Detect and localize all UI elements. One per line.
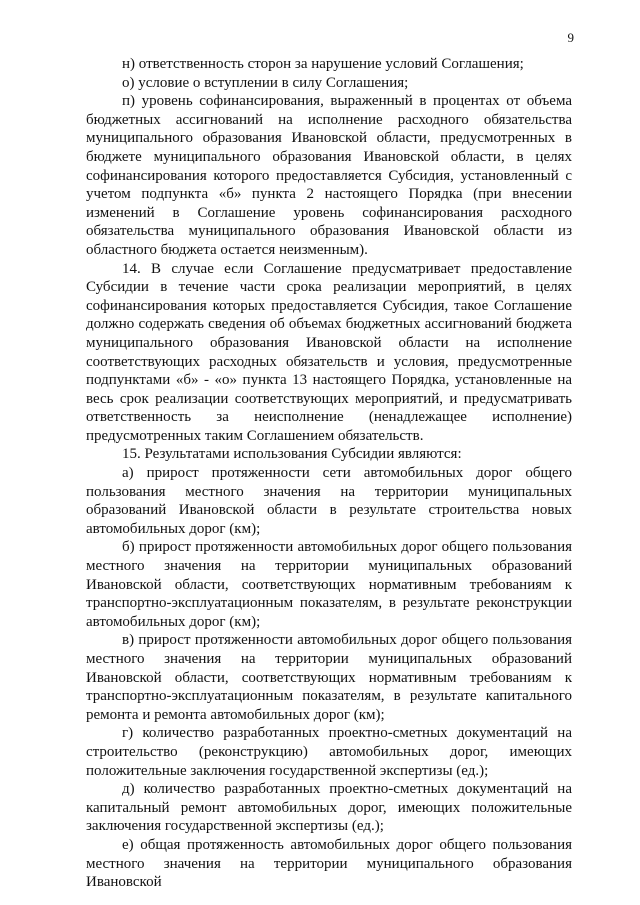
paragraph-item-v: в) прирост протяженности автомобильных дорог общего пользования местного значения на территории муниципальных образований Ивановской области, соответствующих нормативным требованиям к транспортно-эксплуатационным показателям, в результате капитального ремонта и ремонта автомобильных дорог (км);	[86, 632, 572, 723]
paragraph-section-15: 15. Результатами использования Субсидии являются:	[122, 446, 462, 463]
paragraph-item-g: г) количество разработанных проектно-сметных документаций на строительство (реконструкцию) автомобильных дорог, имеющих положительные заключения государственной экспертизы (ед.);	[86, 725, 572, 779]
paragraph-item-e: е) общая протяженность автомобильных дорог общего пользования местного значения на территории муниципального образования Ивановской	[86, 836, 572, 891]
paragraph-item-p: п) уровень софинансирования, выраженный в процентах от объема бюджетных ассигнований на исполнение расходного обязательства муниципального образования Ивановской области, предусмотренных в бюджете муниципального образования Ивановской области, в целях софинансирования которого предоставляется Субсидия, установленный с учетом подпункта «б» пункта 2 настоящего Порядка (при внесении изменений в Соглашение уровень софинансирования расходного обязательства муниципального образования Ивановской области из областного бюджета остается неизменным).	[86, 93, 572, 258]
document-body	[86, 55, 572, 892]
paragraph-item-o: о) условие о вступлении в силу Соглашения;	[122, 74, 409, 91]
paragraph-section-14: 14. В случае если Соглашение предусматривает предоставление Субсидии в течение части срока реализации мероприятий, в целях софинансирования которых предоставляется Субсидия, такое Соглашение должно содержать сведения об объемах бюджетных ассигнований бюджета муниципального образования Ивановской области на исполнение соответствующих расходных обязательств и условия, предусмотренные подпунктами «б» - «о» пункта 13 настоящего Порядка, установленные на весь срок реализации соответствующих мероприятий, и предусматривать ответственность за неисполнение (ненадлежащее исполнение) предусмотренных таким Соглашением обязательств.	[86, 260, 572, 444]
paragraph-item-d: д) количество разработанных проектно-сметных документаций на капитальный ремонт автомобильных дорог, имеющих положительные заключения государственной экспертизы (ед.);	[86, 781, 572, 835]
page-number: 9	[567, 30, 574, 45]
paragraph-item-a: а) прирост протяженности сети автомобильных дорог общего пользования местного значения на территории муниципальных образований Ивановской области в результате строительства новых автомобильных дорог (км);	[86, 465, 572, 537]
paragraph-item-b: б) прирост протяженности автомобильных дорог общего пользования местного значения на территории муниципальных образований Ивановской области, соответствующих нормативным требованиям к транспортно-эксплуатационным показателям, в результате реконструкции автомобильных дорог (км);	[86, 539, 572, 630]
paragraph-item-n: н) ответственность сторон за нарушение условий Соглашения;	[122, 56, 524, 72]
